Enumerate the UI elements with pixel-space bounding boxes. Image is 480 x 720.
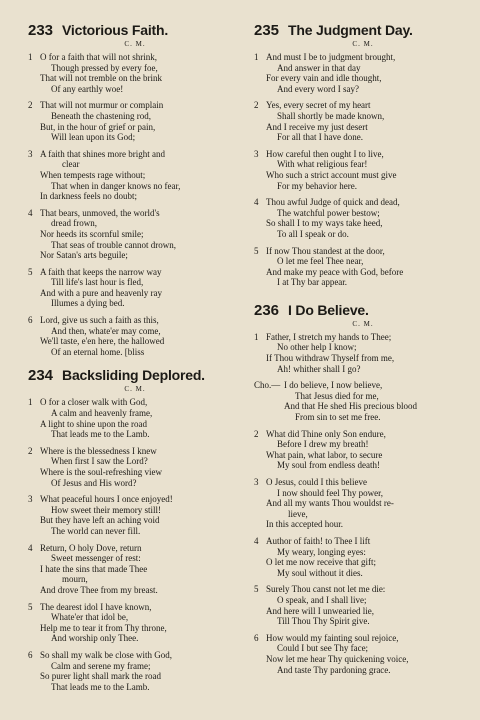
verse-line: That will not murmur or complain (40, 100, 164, 111)
hymn-number: 233 (28, 22, 54, 39)
stanza (254, 246, 472, 288)
verse-line: I do believe, I now believe, (284, 380, 383, 391)
verse-line: And with a pure and heavenly ray (40, 287, 162, 298)
verse-line: What pain, what labor, to secure (266, 449, 383, 460)
stanza-number: 5 (28, 601, 33, 612)
verse-line: But, in the hour of grief or pain, (40, 121, 156, 132)
verse-line: I now should feel Thy power, (277, 487, 383, 498)
verse-line: When first I saw the Lord? (51, 456, 148, 467)
stanza (254, 429, 472, 471)
stanza (28, 267, 242, 309)
verse-line: dread frown, (51, 218, 97, 229)
hymn (28, 22, 242, 357)
stanza-number: 2 (28, 100, 33, 111)
stanza-number: 6 (28, 649, 33, 660)
verse-line: O speak, and I shall live; (277, 594, 367, 605)
verse-line: And answer in that day (277, 62, 361, 73)
verse-line: A calm and heavenly frame, (51, 408, 153, 419)
verse-line: And then, whate'er may come, (51, 325, 161, 336)
verse-line: In this accepted hour. (266, 519, 343, 530)
verse-line: And here will I unwearied lie, (266, 605, 374, 616)
hymn-meter: C. M. (124, 40, 146, 48)
verse-line: The world can never fill. (51, 525, 141, 536)
hymn-meter: C. M. (352, 40, 374, 48)
stanza-number: 4 (254, 197, 259, 208)
verse-line: No other help I know; (277, 342, 357, 353)
hymn (254, 302, 472, 675)
verse-line: Till life's last hour is fled, (51, 277, 144, 288)
stanza (28, 446, 242, 488)
stanza-number: 1 (28, 52, 33, 62)
verse-line: Surely Thou canst not let me die: (266, 584, 386, 595)
right-column (254, 22, 472, 685)
verse-line: I hate the sins that made Thee (40, 563, 148, 574)
verse-line: How would my fainting soul rejoice, (266, 632, 399, 643)
stanza (28, 315, 242, 357)
verse-line: That Jesus died for me, (295, 390, 379, 401)
verse-line: Ah! whither shall I go? (277, 363, 361, 374)
verse-line: That will not tremble on the brink (40, 73, 162, 84)
stanza-number: 5 (254, 245, 259, 256)
verse-line: O for a closer walk with God, (40, 397, 148, 408)
stanza (254, 149, 472, 191)
left-column (28, 22, 242, 702)
verse-line: Nor heeds its scornful smile; (40, 228, 144, 239)
verse-line: So shall my walk be close with God, (40, 649, 172, 660)
verse-line: Father, I stretch my hands to Thee; (266, 331, 392, 342)
stanza (254, 633, 472, 675)
stanza (28, 208, 242, 261)
verse-line: And must I be to judgment brought, (266, 52, 396, 62)
stanza (28, 494, 242, 536)
verse-line: But they have left an aching void (40, 515, 160, 526)
verse-line: So shall I to my ways take heed, (266, 218, 383, 229)
stanza-number: 2 (254, 428, 259, 439)
stanza-number: 3 (254, 148, 259, 159)
hymn-heading (28, 22, 242, 39)
stanza (254, 197, 472, 239)
verse-line: lieve, (288, 508, 308, 519)
verse-line: Whate'er that idol be, (51, 612, 129, 623)
verse-line: The watchful power bestow; (277, 207, 380, 218)
stanza-number: 6 (28, 315, 33, 326)
verse-line: Return, O holy Dove, return (40, 542, 142, 553)
hymn-title: The Judgment Day. (288, 22, 413, 38)
stanza-number: 2 (254, 100, 259, 111)
verse-line: That leads me to the Lamb. (51, 429, 150, 440)
verse-line: For all that I have done. (277, 132, 363, 143)
verse-line: Thou awful Judge of quick and dead, (266, 197, 400, 208)
stanza (28, 397, 242, 439)
stanza (254, 536, 472, 578)
verse-line: When tempests rage without; (40, 169, 146, 180)
verse-line: A faith that shines more bright and (40, 148, 165, 159)
stanza (254, 380, 472, 422)
verse-line: Calm and serene my frame; (51, 660, 151, 671)
verse-line: Lord, give us such a faith as this, (40, 315, 159, 326)
stanza-number: 5 (28, 266, 33, 277)
hymn-number: 235 (254, 22, 280, 39)
verse-line: My soul from endless death! (277, 460, 380, 471)
stanza (28, 52, 242, 94)
verse-line: mourn, (62, 574, 88, 585)
hymn (28, 367, 242, 692)
hymn-heading (254, 302, 472, 319)
stanza (28, 602, 242, 644)
stanza (28, 650, 242, 692)
verse-line: Now let me hear Thy quickening voice, (266, 653, 409, 664)
stanza (254, 100, 472, 142)
verse-line: A faith that keeps the narrow way (40, 266, 162, 277)
stanza-number: 1 (28, 397, 33, 408)
stanza-number: 6 (254, 632, 259, 643)
verse-line: How sweet their memory still! (51, 504, 161, 515)
verse-line: What peaceful hours I once enjoyed! (40, 494, 173, 505)
verse-line: Will lean upon its God; (51, 132, 136, 143)
hymn-heading (28, 367, 242, 384)
verse-line: Could I but see Thy face; (277, 643, 369, 654)
verse-line: Till Thou Thy Spirit give. (277, 616, 370, 627)
verse-line: I at Thy bar appear. (277, 277, 348, 288)
verse-line: And taste Thy pardoning grace. (277, 664, 391, 675)
verse-line: My weary, longing eyes: (277, 546, 366, 557)
verse-line: Illumes a dying bed. (51, 298, 125, 309)
verse-line: Nor Satan's arts beguile; (40, 250, 128, 261)
verse-line: My soul without it dies. (277, 567, 363, 578)
verse-line: From sin to set me free. (295, 412, 381, 423)
stanza-number: 1 (254, 331, 259, 342)
verse-line: And all my wants Thou wouldst re- (266, 498, 394, 509)
verse-line: With what religious fear! (277, 159, 368, 170)
hymn (254, 22, 472, 288)
stanza (28, 100, 242, 142)
verse-line: And I receive my just desert (266, 121, 368, 132)
verse-line: And every word I say? (277, 83, 359, 94)
verse-line: And drove Thee from my breast. (40, 584, 158, 595)
verse-line: Though pressed by every foe, (51, 62, 158, 73)
hymn-meter: C. M. (352, 319, 374, 328)
stanza-number: 4 (254, 535, 259, 546)
verse-line: That bears, unmoved, the world's (40, 207, 160, 218)
verse-line: If Thou withdraw Thyself from me, (266, 353, 395, 364)
verse-line: For my behavior here. (277, 180, 357, 191)
stanza-number: 3 (254, 477, 259, 487)
verse-line: O let me feel Thee near, (277, 256, 364, 267)
verse-line: clear (62, 159, 80, 170)
verse-line: That when in danger knows no fear, (51, 180, 181, 191)
stanza (28, 149, 242, 202)
verse-line: And make my peace with God, before (266, 266, 404, 277)
stanza (254, 477, 472, 530)
verse-line: Before I drew my breath! (277, 439, 369, 450)
stanza (254, 332, 472, 374)
hymn-heading (254, 22, 472, 39)
verse-line: Of Jesus and His word? (51, 477, 137, 488)
stanza-number: 4 (28, 207, 33, 218)
hymn-title: I Do Believe. (288, 301, 369, 318)
verse-line: And worship only Thee. (51, 633, 139, 644)
verse-line: Yes, every secret of my heart (266, 100, 371, 111)
stanza-number: Cho.— (254, 380, 281, 391)
verse-line: A light to shine upon the road (40, 418, 147, 429)
verse-line: Beneath the chastening rod, (51, 110, 151, 121)
verse-line: Of any earthly woe! (51, 83, 124, 94)
verse-line: To all I speak or do. (277, 228, 349, 239)
verse-line: And that He shed His precious blood (284, 401, 417, 412)
verse-line: Where is the blessedness I knew (40, 445, 157, 456)
verse-line: We'll taste, e'en here, the hallowed (40, 336, 165, 347)
stanza-number: 5 (254, 584, 259, 595)
hymn-number: 236 (254, 301, 280, 319)
stanza-number: 3 (28, 494, 33, 505)
stanza-number: 4 (28, 542, 33, 553)
hymn-meter: C. M. (124, 385, 146, 394)
verse-line: That leads me to the Lamb. (51, 681, 150, 692)
verse-line: In darkness feels no doubt; (40, 191, 137, 202)
verse-line: That seas of trouble cannot drown, (51, 239, 176, 250)
verse-line: Shall shortly be made known, (277, 110, 385, 121)
verse-line: O for a faith that will not shrink, (40, 52, 157, 62)
verse-line: Of an eternal home. [bliss (51, 346, 145, 357)
verse-line: Author of faith! to Thee I lift (266, 535, 371, 546)
stanza-number: 1 (254, 52, 259, 62)
stanza-number: 3 (28, 148, 33, 159)
verse-line: O Jesus, could I this believe (266, 477, 367, 487)
verse-line: Where is the soul-refreshing view (40, 467, 162, 477)
hymn-title: Victorious Faith. (62, 22, 169, 38)
verse-line: Who such a strict account must give (266, 169, 397, 180)
verse-line: For every vain and idle thought, (266, 73, 382, 84)
verse-line: So purer light shall mark the road (40, 671, 161, 682)
verse-line: Sweet messenger of rest: (51, 553, 141, 564)
hymn-title: Backsliding Deplored. (62, 367, 205, 384)
stanza (254, 52, 472, 94)
verse-line: If now Thou standest at the door, (266, 245, 385, 256)
verse-line: What did Thine only Son endure, (266, 428, 386, 439)
stanza-number: 2 (28, 445, 33, 456)
verse-line: O let me now receive that gift; (266, 557, 376, 568)
verse-line: Help me to tear it from Thy throne, (40, 622, 167, 633)
stanza (28, 543, 242, 596)
stanza (254, 584, 472, 626)
hymn-number: 234 (28, 367, 54, 385)
verse-line: The dearest idol I have known, (40, 601, 152, 612)
verse-line: How careful then ought I to live, (266, 148, 384, 159)
